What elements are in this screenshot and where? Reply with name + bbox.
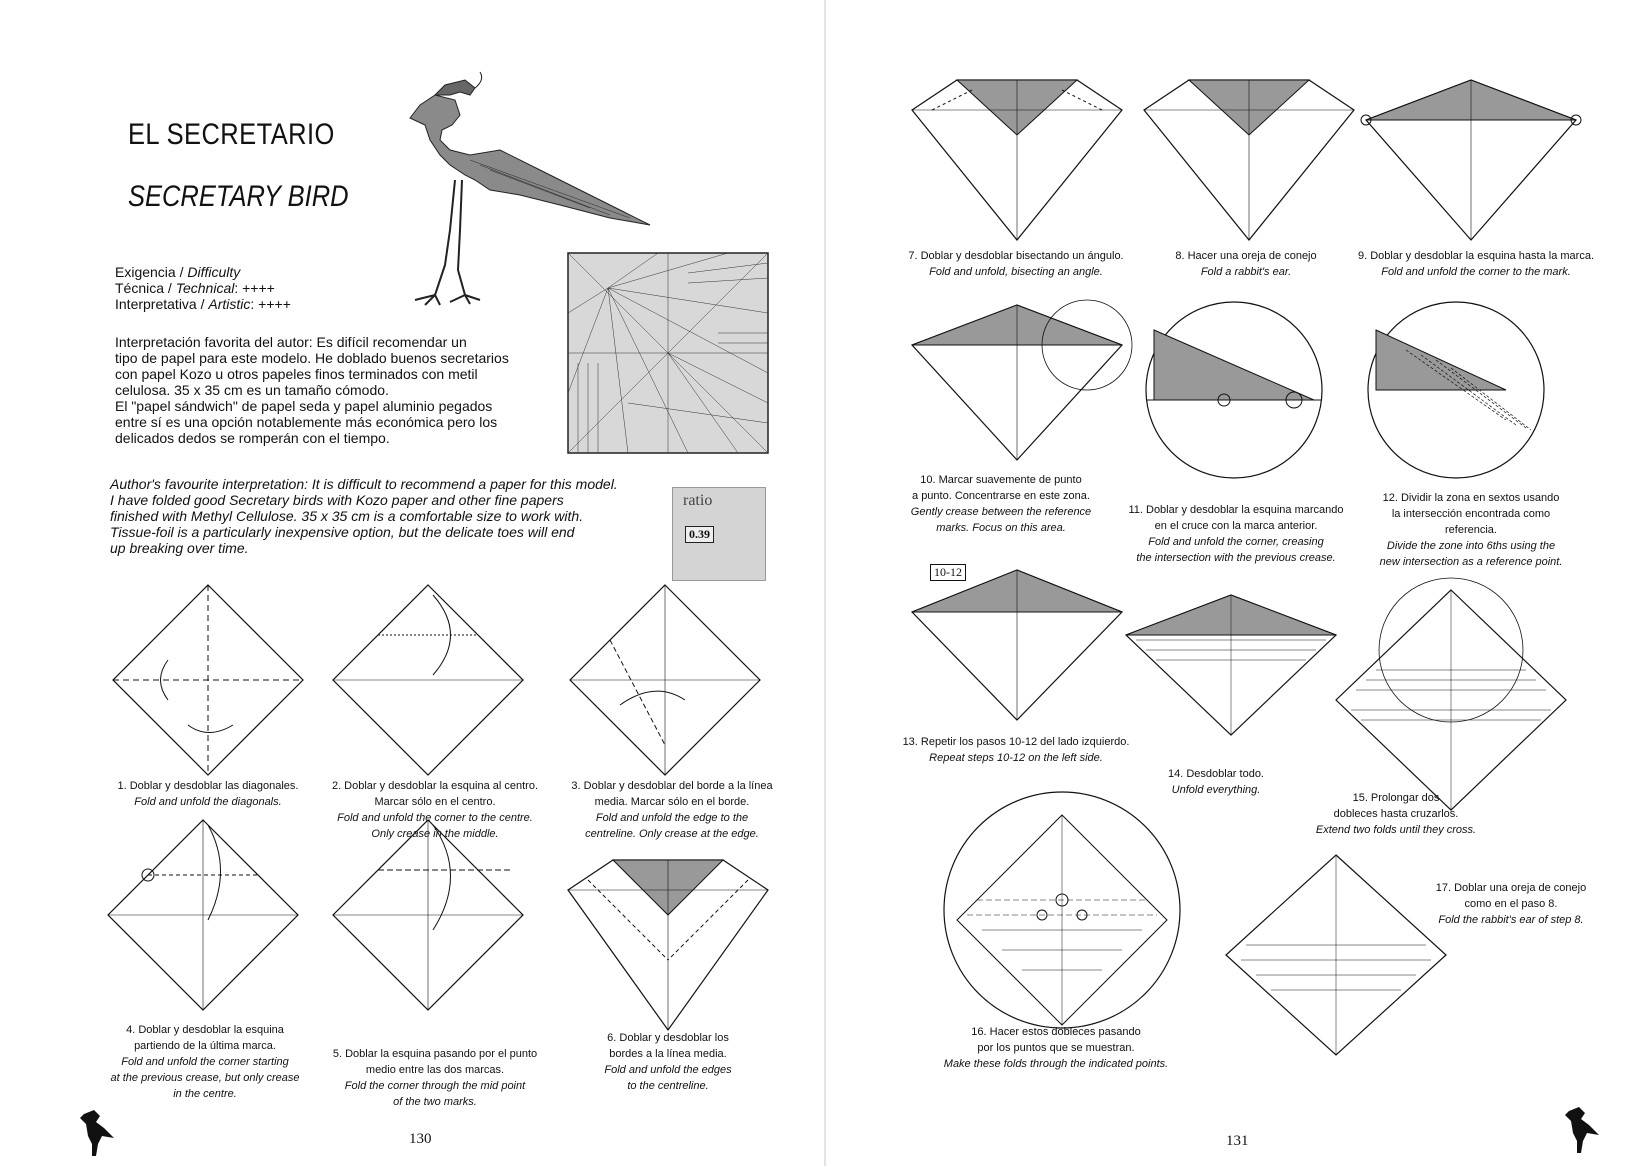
caption-en: Fold and unfold the diagonals.: [134, 796, 282, 808]
description-line: tipo de papel para este modelo. He doblado buenos secretarios: [115, 350, 509, 366]
page-number: 131: [1226, 1133, 1249, 1149]
artistic-label-en: Artistic: [208, 296, 251, 312]
caption-en: Fold and unfold the corner starting: [121, 1056, 289, 1068]
caption-es: medio entre las dos marcas.: [365, 1064, 505, 1076]
step-5-caption: [315, 1046, 555, 1110]
description-spanish: [115, 334, 545, 446]
caption-en: Fold and unfold the edge to the: [595, 812, 749, 824]
step-3-caption: [552, 778, 792, 842]
caption-en: Fold and unfold, bisecting an angle.: [929, 266, 1103, 278]
step-6-diagram: [568, 860, 768, 1030]
step-3-diagram: [570, 585, 760, 775]
caption-en: Unfold everything.: [1171, 784, 1261, 796]
description-english: [110, 476, 670, 556]
caption-es: 2. Doblar y desdoblar la esquina al centro.: [331, 780, 539, 792]
caption-es: 6. Doblar y desdoblar los: [607, 1032, 729, 1044]
caption-es: por los puntos que se muestran.: [977, 1042, 1135, 1054]
step-12-diagram: [1366, 300, 1546, 480]
caption-en: Only crease in the middle.: [371, 828, 499, 840]
step-16-caption: [926, 1024, 1186, 1072]
step-7-diagram: [912, 80, 1122, 240]
caption-es: 13. Repetir los pasos 10-12 del lado izquierdo.: [902, 736, 1130, 748]
title-english: SECRETARY BIRD: [128, 180, 349, 213]
caption-es: 16. Hacer estos dobleces pasando: [971, 1026, 1141, 1038]
description-line: entre sí es una opción notablemente más económica pero los: [115, 414, 498, 430]
bird-silhouette-icon: [1561, 1105, 1601, 1155]
caption-en: Divide the zone into 6ths using the: [1386, 540, 1556, 552]
caption-es: 15. Prolongar dos: [1352, 792, 1440, 804]
caption-en: Repeat steps 10-12 on the left side.: [929, 752, 1103, 764]
step-1-caption: [88, 778, 328, 810]
difficulty-block: [115, 264, 291, 312]
caption-es: 8. Hacer una oreja de conejo: [1175, 250, 1317, 262]
caption-en: Fold and unfold the edges: [604, 1064, 732, 1076]
step-1-diagram: [113, 585, 303, 775]
caption-en: new intersection as a reference point.: [1379, 556, 1563, 568]
ratio-box: [672, 487, 766, 581]
caption-es: media. Marcar sólo en el borde.: [594, 796, 750, 808]
difficulty-label: Exigencia /: [115, 264, 188, 280]
caption-es: Marcar sólo en el centro.: [374, 796, 496, 808]
caption-es: partiendo de la última marca.: [134, 1040, 276, 1052]
step-7-caption: [896, 248, 1136, 280]
description-line: finished with Methyl Cellulose. 35 x 35 cm is a comfortable size to work with.: [110, 508, 584, 524]
step-2-diagram: [333, 585, 523, 775]
caption-en: of the two marks.: [393, 1096, 477, 1108]
ratio-label: ratio: [683, 492, 713, 509]
caption-en: to the centreline.: [627, 1080, 709, 1092]
caption-en: in the centre.: [173, 1088, 237, 1100]
caption-es: dobleces hasta cruzarlos.: [1333, 808, 1459, 820]
technical-label: Técnica /: [115, 280, 176, 296]
artistic-value: : ++++: [250, 296, 291, 312]
caption-es: 11. Doblar y desdoblar la esquina marcando: [1128, 504, 1344, 516]
description-line: Tissue-foil is a particularly inexpensive option, but the delicate toes will end: [110, 524, 575, 540]
step-13-diagram: [912, 570, 1122, 720]
caption-es: bordes a la línea media.: [609, 1048, 727, 1060]
step-9-caption: [1346, 248, 1606, 280]
caption-es: 9. Doblar y desdoblar la esquina hasta la marca.: [1357, 250, 1595, 262]
caption-en: Fold the rabbit's ear of step 8.: [1438, 914, 1584, 926]
page-131: [826, 0, 1652, 1166]
caption-en: Fold and unfold the corner to the mark.: [1381, 266, 1571, 278]
crease-pattern-diagram: [568, 253, 768, 453]
caption-es: a punto. Concentrarse en este zona.: [912, 490, 1090, 502]
step-4-caption: [85, 1022, 325, 1102]
description-line: Author's favourite interpretation: It is difficult to recommend a paper for this model.: [110, 476, 618, 492]
step-11-diagram: [1144, 300, 1324, 480]
step-17-caption: [1411, 880, 1611, 928]
caption-en: Make these folds through the indicated points.: [943, 1058, 1169, 1070]
caption-en: Fold and unfold the corner to the centre.: [337, 812, 533, 824]
description-line: I have folded good Secretary birds with Kozo paper and other fine papers: [110, 492, 564, 508]
step-14-diagram: [1126, 595, 1336, 735]
caption-es: 7. Doblar y desdoblar bisectando un ángulo.: [908, 250, 1124, 262]
page-number: 130: [409, 1131, 432, 1147]
step-10-caption: [886, 472, 1116, 536]
ratio-value: 0.39: [685, 526, 714, 543]
step-13-caption: [886, 734, 1146, 766]
description-line: con papel Kozo u otros papeles finos terminados con metil: [115, 366, 478, 382]
caption-en: Extend two folds until they cross.: [1315, 824, 1477, 836]
caption-es: 5. Doblar la esquina pasando por el punto: [332, 1048, 538, 1060]
description-line: celulosa. 35 x 35 cm es un tamaño cómodo.: [115, 382, 389, 398]
technical-label-en: Technical: [175, 280, 235, 296]
step-12-caption: [1346, 490, 1596, 570]
title-spanish: EL SECRETARIO: [128, 118, 335, 151]
description-line: Interpretación favorita del autor: Es difícil recomendar un: [115, 334, 467, 350]
step-4-diagram: [108, 820, 298, 1010]
step-8-diagram: [1144, 80, 1354, 240]
caption-es: 4. Doblar y desdoblar la esquina: [126, 1024, 284, 1036]
caption-en: marks. Focus on this area.: [936, 522, 1066, 534]
caption-es: 12. Dividir la zona en sextos usando: [1382, 492, 1560, 504]
caption-es: en el cruce con la marca anterior.: [1154, 520, 1318, 532]
step-15-caption: [1281, 790, 1511, 838]
caption-es: como en el paso 8.: [1464, 898, 1558, 910]
caption-en: the intersection with the previous crease.: [1136, 552, 1336, 564]
description-line: up breaking over time.: [110, 540, 249, 556]
caption-en: Fold and unfold the corner, creasing: [1148, 536, 1324, 548]
step-6-caption: [548, 1030, 788, 1094]
caption-en: Gently crease between the reference: [910, 506, 1092, 518]
ref-steps-label: 10-12: [930, 564, 966, 581]
caption-es: 3. Doblar y desdoblar del borde a la línea: [571, 780, 773, 792]
description-line: El "papel sándwich" de papel seda y papel aluminio pegados: [115, 398, 493, 414]
step-11-caption: [1116, 502, 1356, 566]
artistic-label: Interpretativa /: [115, 296, 209, 312]
difficulty-label-en: Difficulty: [187, 264, 241, 280]
step-8-caption: [1126, 248, 1366, 280]
caption-es: 17. Doblar una oreja de conejo: [1435, 882, 1587, 894]
caption-es: 14. Desdoblar todo.: [1167, 768, 1264, 780]
technical-value: : ++++: [234, 280, 275, 296]
step-9-diagram: [1366, 80, 1576, 240]
caption-es: 10. Marcar suavemente de punto: [920, 474, 1082, 486]
caption-en: centreline. Only crease at the edge.: [585, 828, 759, 840]
description-line: delicados dedos se romperán con el tiempo.: [115, 430, 390, 446]
bird-silhouette-icon: [76, 1108, 116, 1158]
step-10-diagram: [912, 305, 1142, 465]
caption-en: at the previous crease, but only crease: [110, 1072, 300, 1084]
step-5-diagram: [333, 820, 523, 1010]
caption-es: la intersección encontrada como: [1391, 508, 1551, 520]
caption-es: referencia.: [1445, 524, 1497, 536]
caption-en: Fold the corner through the mid point: [344, 1080, 526, 1092]
step-15-diagram: [1336, 590, 1566, 810]
caption-es: 1. Doblar y desdoblar las diagonales.: [117, 780, 299, 792]
step-16-diagram: [942, 790, 1182, 1030]
caption-en: Fold a rabbit's ear.: [1200, 266, 1292, 278]
step-2-caption: [315, 778, 555, 842]
